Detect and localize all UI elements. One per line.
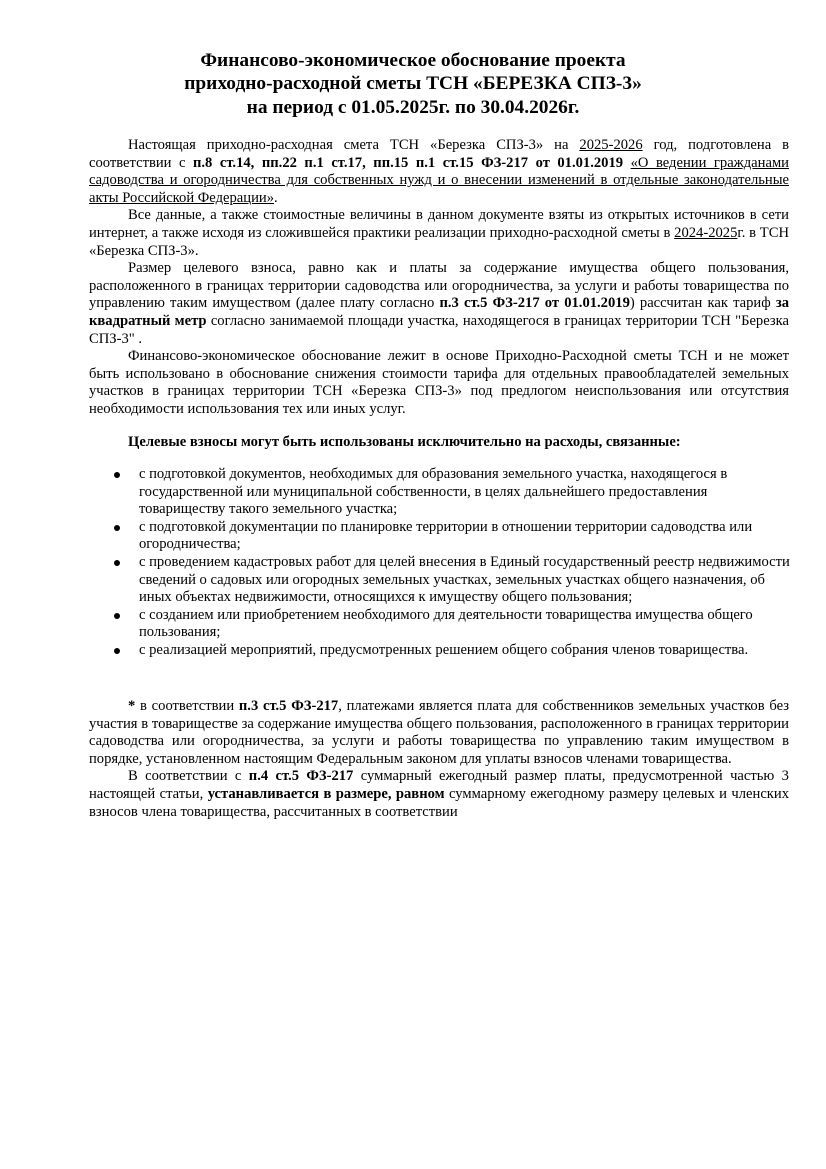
bullet-icon bbox=[114, 525, 120, 531]
title-line-3: на период с 01.05.2025г. по 30.04.2026г. bbox=[246, 96, 580, 118]
title-line-1: Финансово-экономическое обоснование проекта bbox=[200, 50, 626, 71]
bullet-icon bbox=[114, 472, 120, 478]
intro-paragraph-2: Все данные, а также стоимостные величины в данном документе взяты из открытых источников в сети интернет, а также исходя из сложившейся практики реализации приходно-расходной сметы в 2024-2025г. в ТСН «Березка СПЗ-3». bbox=[89, 207, 789, 259]
bullet-icon bbox=[114, 648, 120, 654]
intro-paragraph-4: Финансово-экономическое обоснование лежит в основе Приходно-Расходной сметы ТСН и не может быть использовано в обоснование снижения стоимости тарифа для отдельных правообладателей земельных участков в границах территории ТСН «Березка СПЗ-3» под предлогом неиспользования или отсутствия необходимости использования тех или иных услуг. bbox=[89, 348, 789, 417]
list-item: с подготовкой документов, необходимых для образования земельного участка, находящегося в государственной или муниципальной собственности, в целях дальнейшего предоставления товариществу такого земельного участка; bbox=[89, 466, 794, 519]
equal-amount-phrase: устанавливается в размере, равном bbox=[207, 785, 445, 802]
footnote-section bbox=[89, 698, 789, 821]
list-item: с созданием или приобретением необходимого для деятельности товарищества имущества общего пользования; bbox=[89, 607, 794, 642]
list-item: с реализацией мероприятий, предусмотренных решением общего собрания членов товарищества. bbox=[89, 642, 794, 660]
footnote-paragraph-1: * в соответствии п.3 ст.5 ФЗ-217, платежами является плата для собственников земельных участков без участия в товариществе за содержание имущества общего пользования, расположенного в границах территории садоводства или огородничества, за услуги и работы товарищества по управлению таким имуществом в порядке, установленном настоящим Федеральным законом для уплаты взносов членами товарищества. bbox=[89, 698, 790, 767]
fee-law-reference: п.3 ст.5 ФЗ-217 от 01.01.2019 bbox=[439, 295, 630, 312]
footnote-2-law-reference: п.4 ст.5 ФЗ-217 bbox=[248, 768, 354, 785]
title-line-2: приходно-расходной сметы ТСН «БЕРЕЗКА СПЗ-3» bbox=[184, 73, 642, 95]
footnote-paragraph-2: В соответствии с п.4 ст.5 ФЗ-217 суммарный ежегодный размер платы, предусмотренной частью 3 настоящей статьи, устанавливается в размере, равном суммарному ежегодному размеру целевых и членских взносов члена товарищества, рассчитанных в соответствии bbox=[89, 768, 789, 820]
law-references: п.8 ст.14, пп.22 п.1 ст.17, пп.15 п.1 ст.15 ФЗ-217 от 01.01.2019 bbox=[193, 154, 624, 171]
purposes-heading-block bbox=[89, 434, 789, 452]
intro-paragraph-3: Размер целевого взноса, равно как и платы за содержание имущества общего пользования, расположенного в границах территории садоводства или огородничества, за услуги и работы товарищества по управлению таким имуществом (далее плату согласно п.3 ст.5 ФЗ-217 от 01.01.2019) рассчитан как тариф за квадратный метр согласно занимаемой площади участка, находящегося в границах территории ТСН "Березка СПЗ-3" . bbox=[89, 260, 789, 347]
footnote-star: * bbox=[128, 698, 136, 714]
list-item: с проведением кадастровых работ для целей внесения в Единый государственный реестр недвижимости сведений о садовых или огородных земельных участках, земельных участках общего назначения, об иных объектах недвижимости, относящихся к имуществу общего пользования; bbox=[89, 554, 794, 607]
per-square-meter: за квадратный метр bbox=[89, 295, 789, 329]
footnote-law-reference: п.3 ст.5 ФЗ-217 bbox=[238, 698, 339, 714]
list-item: с подготовкой документации по планировке территории в отношении территории садоводства или огородничества; bbox=[89, 519, 794, 554]
bullet-icon bbox=[114, 613, 120, 619]
intro-paragraph-1: Настоящая приходно-расходная смета ТСН «Березка СПЗ-3» на 2025-2026 год, подготовлена в соответствии с п.8 ст.14, пп.22 п.1 ст.17, пп.15 п.1 ст.15 ФЗ-217 от 01.01.2019 «О ведении гражданами садоводства и огородничества для собственных нужд и о внесении изменений в отдельные законодательные акты Российской Федерации». bbox=[89, 137, 790, 206]
purposes-heading: Целевые взносы могут быть использованы исключительно на расходы, связанные: bbox=[128, 434, 681, 450]
intro-section bbox=[89, 137, 789, 419]
bullet-icon bbox=[114, 560, 120, 566]
law-title: «О ведении гражданами садоводства и огородничества для собственных нужд и о внесении изменений в отдельные законодательные акты Российской Федерации» bbox=[89, 154, 789, 206]
period-2025-2026: 2025-2026 bbox=[579, 137, 643, 153]
purposes-list bbox=[89, 466, 794, 660]
period-2024-2025: 2024-2025 bbox=[674, 224, 738, 241]
document-title bbox=[0, 49, 826, 119]
